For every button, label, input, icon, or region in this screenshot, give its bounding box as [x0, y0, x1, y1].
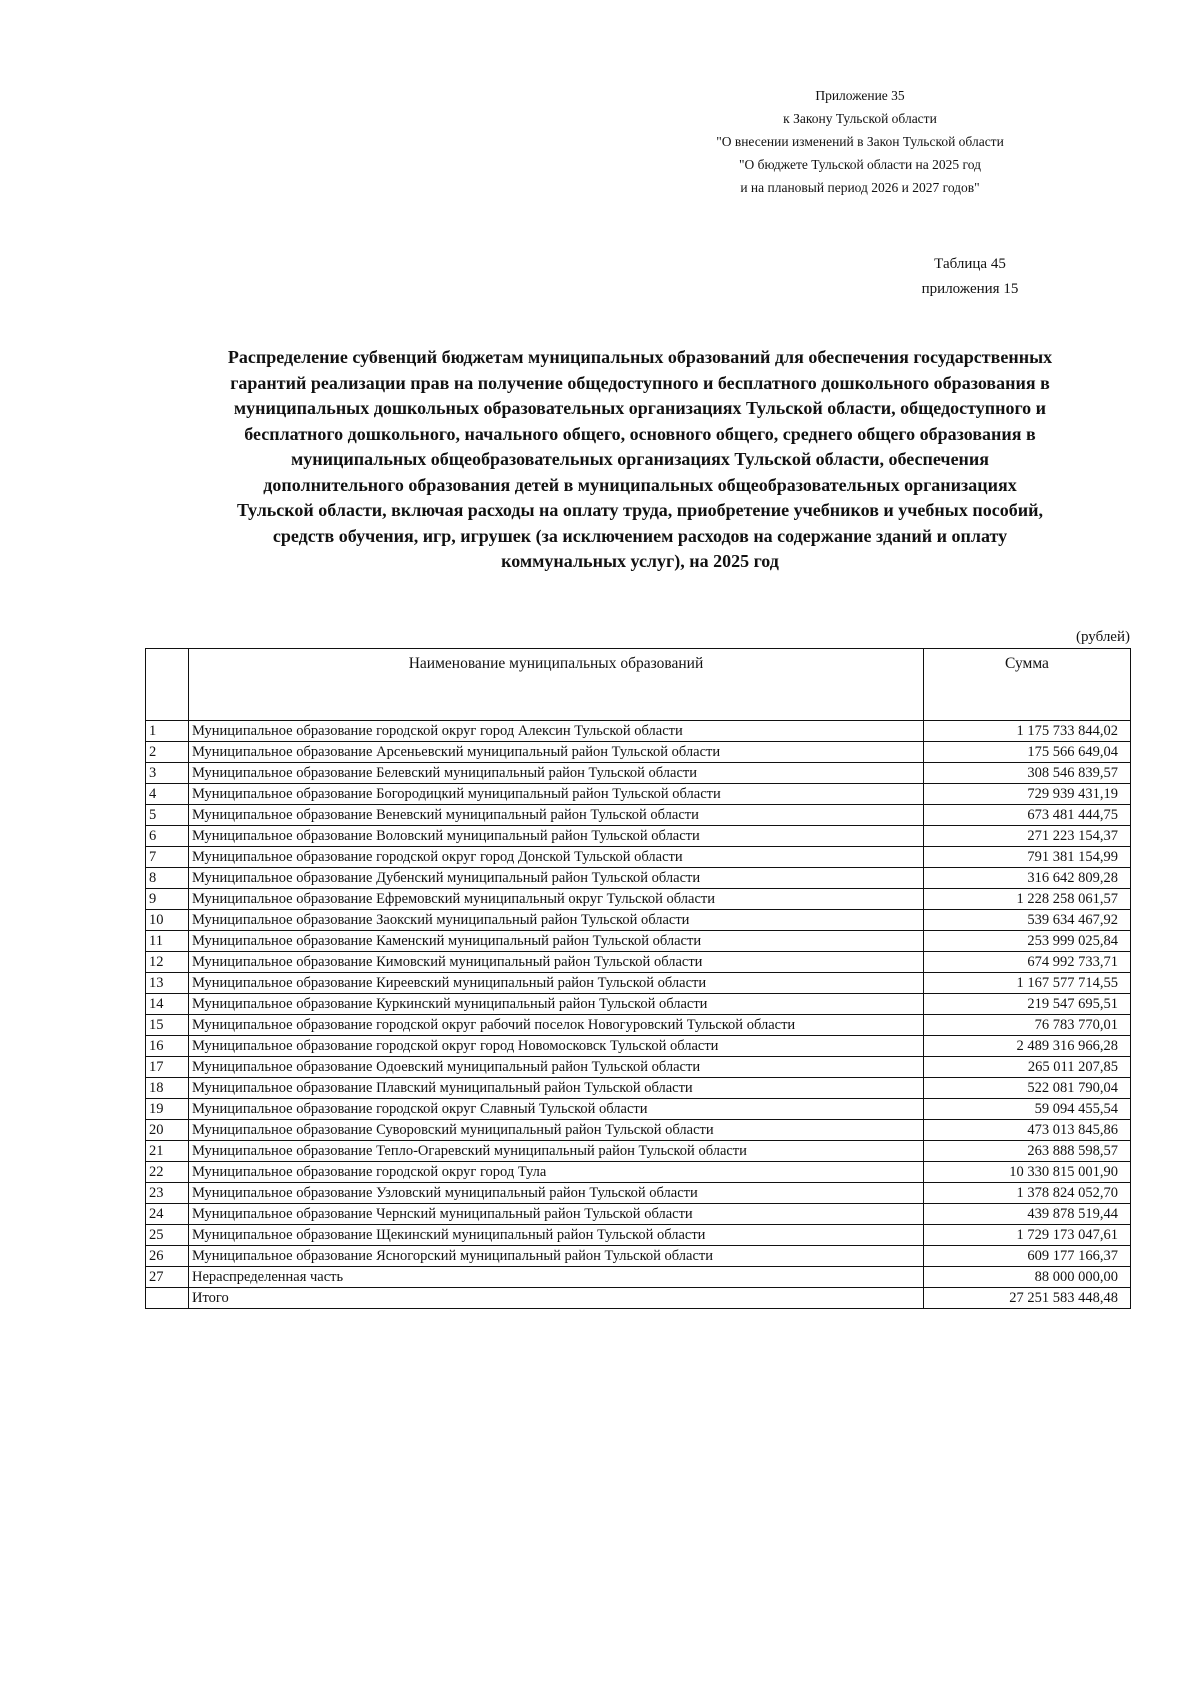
subvention-amount: 88 000 000,00 [924, 1267, 1131, 1288]
subvention-amount: 27 251 583 448,48 [924, 1288, 1131, 1309]
appendix-header-line: к Закону Тульской области [783, 111, 937, 126]
row-number: 27 [146, 1267, 189, 1288]
table-row [146, 1204, 1131, 1225]
table-reference-number: Таблица 45 [934, 256, 1006, 272]
municipality-name: Муниципальное образование Богородицкий муниципальный район Тульской области [189, 784, 924, 805]
units-label: (рублей) [1075, 629, 1130, 645]
table-row [146, 1225, 1131, 1246]
row-number: 16 [146, 1036, 189, 1057]
table-row [146, 931, 1131, 952]
subvention-amount: 2 489 316 966,28 [924, 1036, 1131, 1057]
row-number: 7 [146, 847, 189, 868]
municipality-name: Муниципальное образование Киреевский муниципальный район Тульской области [189, 973, 924, 994]
table-row [146, 826, 1131, 847]
row-number: 21 [146, 1141, 189, 1162]
table-row [146, 910, 1131, 931]
document-title-line: дополнительного образования детей в муниципальных общеобразовательных организациях [263, 474, 1017, 495]
table-row [146, 1057, 1131, 1078]
municipality-name: Муниципальное образование Одоевский муниципальный район Тульской области [189, 1057, 924, 1078]
subvention-amount: 253 999 025,84 [924, 931, 1131, 952]
subvention-amount: 791 381 154,99 [924, 847, 1131, 868]
row-number: 14 [146, 994, 189, 1015]
subvention-amount: 539 634 467,92 [924, 910, 1131, 931]
municipality-name: Итого [189, 1288, 924, 1309]
row-number: 11 [146, 931, 189, 952]
row-number: 25 [146, 1225, 189, 1246]
row-number: 12 [146, 952, 189, 973]
subvention-amount: 59 094 455,54 [924, 1099, 1131, 1120]
municipality-name: Муниципальное образование Щекинский муниципальный район Тульской области [189, 1225, 924, 1246]
appendix-header-line: "О бюджете Тульской области на 2025 год [739, 157, 981, 172]
subvention-amount: 76 783 770,01 [924, 1015, 1131, 1036]
municipality-name: Муниципальное образование Куркинский муниципальный район Тульской области [189, 994, 924, 1015]
subvention-amount: 308 546 839,57 [924, 763, 1131, 784]
table-row [146, 1099, 1131, 1120]
row-number: 20 [146, 1120, 189, 1141]
municipality-name: Муниципальное образование Веневский муниципальный район Тульской области [189, 805, 924, 826]
municipality-name: Муниципальное образование Ефремовский муниципальный округ Тульской области [189, 889, 924, 910]
subvention-amount: 729 939 431,19 [924, 784, 1131, 805]
appendix-header-line: Приложение 35 [815, 88, 905, 103]
row-number: 4 [146, 784, 189, 805]
subvention-amount: 1 167 577 714,55 [924, 973, 1131, 994]
municipality-name: Нераспределенная часть [189, 1267, 924, 1288]
document-title [150, 345, 1130, 575]
table-reference-appendix: приложения 15 [921, 281, 1019, 297]
subvention-amount: 674 992 733,71 [924, 952, 1131, 973]
subvention-amount: 263 888 598,57 [924, 1141, 1131, 1162]
header-number-cell [146, 649, 189, 721]
subvention-amount: 439 878 519,44 [924, 1204, 1131, 1225]
table-row [146, 763, 1131, 784]
document-title-line: Распределение субвенций бюджетам муниципальных образований для обеспечения государственных [227, 347, 1053, 367]
subvention-amount: 1 729 173 047,61 [924, 1225, 1131, 1246]
document-title-line: бесплатного дошкольного, начального общего, основного общего, среднего общего образования в [244, 423, 1036, 444]
distribution-table [145, 648, 1131, 1309]
row-number: 10 [146, 910, 189, 931]
row-number: 18 [146, 1078, 189, 1099]
municipality-name: Муниципальное образование Плавский муниципальный район Тульской области [189, 1078, 924, 1099]
municipality-name: Муниципальное образование Узловский муниципальный район Тульской области [189, 1183, 924, 1204]
table-row [146, 889, 1131, 910]
subvention-amount: 265 011 207,85 [924, 1057, 1131, 1078]
table-row [146, 973, 1131, 994]
municipality-name: Муниципальное образование городской округ город Тула [189, 1162, 924, 1183]
row-number: 9 [146, 889, 189, 910]
subvention-amount: 1 378 824 052,70 [924, 1183, 1131, 1204]
municipality-name: Муниципальное образование городской округ Славный Тульской области [189, 1099, 924, 1120]
row-number: 23 [146, 1183, 189, 1204]
subvention-amount: 522 081 790,04 [924, 1078, 1131, 1099]
subvention-amount: 673 481 444,75 [924, 805, 1131, 826]
municipality-name: Муниципальное образование Чернский муниципальный район Тульской области [189, 1204, 924, 1225]
header-sum-cell: Сумма [924, 649, 1131, 721]
table-row [146, 994, 1131, 1015]
subvention-amount: 1 228 258 061,57 [924, 889, 1131, 910]
document-title-line: гарантий реализации прав на получение общедоступного и бесплатного дошкольного образования в [230, 372, 1050, 393]
document-title-line: Тульской области, включая расходы на оплату труда, приобретение учебников и учебных пособий, [237, 500, 1043, 520]
subvention-amount: 219 547 695,51 [924, 994, 1131, 1015]
table-row [146, 1267, 1131, 1288]
subvention-amount: 1 175 733 844,02 [924, 721, 1131, 742]
row-number: 22 [146, 1162, 189, 1183]
table-row [146, 1183, 1131, 1204]
table-row [146, 1078, 1131, 1099]
row-number: 13 [146, 973, 189, 994]
row-number: 8 [146, 868, 189, 889]
table-row [146, 1036, 1131, 1057]
table-row [146, 1015, 1131, 1036]
subvention-amount: 271 223 154,37 [924, 826, 1131, 847]
subvention-amount: 473 013 845,86 [924, 1120, 1131, 1141]
row-number: 24 [146, 1204, 189, 1225]
table-body [146, 721, 1131, 1309]
subvention-amount: 609 177 166,37 [924, 1246, 1131, 1267]
municipality-name: Муниципальное образование городской округ рабочий поселок Новогуровский Тульской области [189, 1015, 924, 1036]
row-number: 26 [146, 1246, 189, 1267]
header-name-cell: Наименование муниципальных образований [189, 649, 924, 721]
municipality-name: Муниципальное образование Дубенский муниципальный район Тульской области [189, 868, 924, 889]
municipality-name: Муниципальное образование Ясногорский муниципальный район Тульской области [189, 1246, 924, 1267]
table-row [146, 1141, 1131, 1162]
table-row [146, 868, 1131, 889]
total-row [146, 1288, 1131, 1309]
document-title-line: муниципальных дошкольных образовательных организациях Тульской области, общедоступного и [233, 398, 1047, 418]
row-number: 1 [146, 721, 189, 742]
document-title-line: средств обучения, игр, игрушек (за исключением расходов на содержание зданий и оплату [272, 525, 1008, 546]
table-header-row [146, 649, 1131, 721]
table-reference [880, 252, 1060, 302]
municipality-name: Муниципальное образование городской округ город Донской Тульской области [189, 847, 924, 868]
table-row [146, 1246, 1131, 1267]
row-number [146, 1288, 189, 1309]
document-title-line: муниципальных общеобразовательных организациях Тульской области, обеспечения [290, 449, 990, 469]
row-number: 17 [146, 1057, 189, 1078]
municipality-name: Муниципальное образование городской округ город Алексин Тульской области [189, 721, 924, 742]
municipality-name: Муниципальное образование Заокский муниципальный район Тульской области [189, 910, 924, 931]
row-number: 2 [146, 742, 189, 763]
table-row [146, 742, 1131, 763]
table-row [146, 1162, 1131, 1183]
table-row [146, 784, 1131, 805]
row-number: 6 [146, 826, 189, 847]
row-number: 15 [146, 1015, 189, 1036]
municipality-name: Муниципальное образование городской округ город Новомосковск Тульской области [189, 1036, 924, 1057]
row-number: 19 [146, 1099, 189, 1120]
appendix-header-line: "О внесении изменений в Закон Тульской области [716, 134, 1004, 149]
appendix-header-line: и на плановый период 2026 и 2027 годов" [740, 180, 980, 195]
table-row [146, 805, 1131, 826]
appendix-header [660, 84, 1060, 199]
table-row [146, 721, 1131, 742]
table-row [146, 847, 1131, 868]
subvention-amount: 316 642 809,28 [924, 868, 1131, 889]
municipality-name: Муниципальное образование Суворовский муниципальный район Тульской области [189, 1120, 924, 1141]
table-row [146, 952, 1131, 973]
municipality-name: Муниципальное образование Воловский муниципальный район Тульской области [189, 826, 924, 847]
municipality-name: Муниципальное образование Белевский муниципальный район Тульской области [189, 763, 924, 784]
row-number: 5 [146, 805, 189, 826]
subvention-amount: 175 566 649,04 [924, 742, 1131, 763]
row-number: 3 [146, 763, 189, 784]
subvention-amount: 10 330 815 001,90 [924, 1162, 1131, 1183]
municipality-name: Муниципальное образование Кимовский муниципальный район Тульской области [189, 952, 924, 973]
document-title-line: коммунальных услуг), на 2025 год [501, 551, 779, 571]
municipality-name: Муниципальное образование Каменский муниципальный район Тульской области [189, 931, 924, 952]
municipality-name: Муниципальное образование Арсеньевский муниципальный район Тульской области [189, 742, 924, 763]
table-row [146, 1120, 1131, 1141]
municipality-name: Муниципальное образование Тепло-Огаревский муниципальный район Тульской области [189, 1141, 924, 1162]
